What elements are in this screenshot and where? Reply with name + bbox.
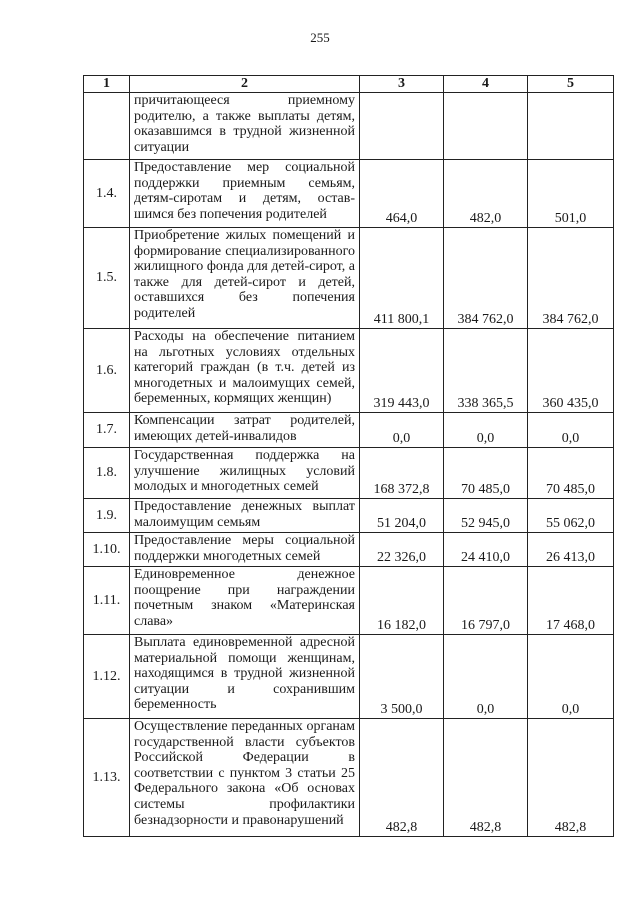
row-value-col5: 17 468,0 [528, 567, 614, 635]
row-value-col4: 0,0 [444, 635, 528, 719]
row-value-col3 [360, 93, 444, 160]
row-value-col5: 26 413,0 [528, 533, 614, 567]
row-description: Компенсации затрат родителей, имеющих детей-инвалидов [130, 413, 360, 448]
row-value-col3: 0,0 [360, 413, 444, 448]
budget-table [83, 75, 614, 837]
row-description: Выплата единовременной адресной материальной помощи женщинам, находящимся в трудной жизненной ситуации и сохранившим беременность [130, 635, 360, 719]
row-value-col3: 411 800,1 [360, 228, 444, 329]
row-value-col4 [444, 93, 528, 160]
table-header-row [84, 76, 614, 93]
row-value-col4: 52 945,0 [444, 499, 528, 533]
row-value-col4: 482,8 [444, 719, 528, 837]
row-number: 1.11. [84, 567, 130, 635]
row-value-col4: 384 762,0 [444, 228, 528, 329]
row-number [84, 93, 130, 160]
column-header-1: 1 [84, 76, 130, 93]
row-description: Единовременное денежное поощрение при награждении почетным знаком «Материнская слава» [130, 567, 360, 635]
row-value-col3: 51 204,0 [360, 499, 444, 533]
row-description: Предоставление мер социальной поддержки приемным семьям, детям-сиротам и детям, остав-шимся без попечения родителей [130, 160, 360, 228]
row-value-col4: 482,0 [444, 160, 528, 228]
row-description: Расходы на обеспечение питанием на льготных условиях отдельных категорий граждан (в т.ч. детей из многодетных и малоимущих семей, беременных, кормящих женщин) [130, 329, 360, 413]
row-value-col5: 0,0 [528, 413, 614, 448]
row-number: 1.10. [84, 533, 130, 567]
row-number: 1.8. [84, 448, 130, 499]
row-number: 1.4. [84, 160, 130, 228]
row-description: Осуществление переданных органам государственной власти субъектов Российской Федерации в соответствии с пунктом 3 статьи 25 Федерального закона «Об основах системы профилактики безнадзорности и правонарушений [130, 719, 360, 837]
row-value-col3: 168 372,8 [360, 448, 444, 499]
row-value-col4: 24 410,0 [444, 533, 528, 567]
row-value-col5: 482,8 [528, 719, 614, 837]
row-value-col5: 70 485,0 [528, 448, 614, 499]
row-value-col4: 16 797,0 [444, 567, 528, 635]
row-number: 1.6. [84, 329, 130, 413]
row-value-col3: 482,8 [360, 719, 444, 837]
table-row [84, 567, 614, 635]
row-description: Предоставление меры социальной поддержки многодетных семей [130, 533, 360, 567]
row-number: 1.12. [84, 635, 130, 719]
row-value-col4: 338 365,5 [444, 329, 528, 413]
row-value-col3: 319 443,0 [360, 329, 444, 413]
row-number: 1.7. [84, 413, 130, 448]
row-number: 1.5. [84, 228, 130, 329]
row-value-col3: 16 182,0 [360, 567, 444, 635]
table-row [84, 635, 614, 719]
row-value-col5 [528, 93, 614, 160]
column-header-2: 2 [130, 76, 360, 93]
row-description: Приобретение жилых помещений и формирование специализированного жилищного фонда для детей-сирот, а также для детей-сирот и детей, оставшихся без попечения родителей [130, 228, 360, 329]
page-number: 255 [310, 30, 330, 45]
row-number: 1.9. [84, 499, 130, 533]
row-value-col4: 70 485,0 [444, 448, 528, 499]
table-row [84, 228, 614, 329]
row-value-col5: 55 062,0 [528, 499, 614, 533]
row-value-col5: 0,0 [528, 635, 614, 719]
column-header-4: 4 [444, 76, 528, 93]
row-value-col3: 3 500,0 [360, 635, 444, 719]
table-row [84, 499, 614, 533]
table-row [84, 719, 614, 837]
row-value-col3: 22 326,0 [360, 533, 444, 567]
table-row [84, 160, 614, 228]
column-header-3: 3 [360, 76, 444, 93]
row-value-col5: 501,0 [528, 160, 614, 228]
row-description: Государственная поддержка на улучшение жилищных условий молодых и многодетных семей [130, 448, 360, 499]
row-value-col4: 0,0 [444, 413, 528, 448]
row-value-col5: 360 435,0 [528, 329, 614, 413]
table-row [84, 413, 614, 448]
table-row [84, 329, 614, 413]
row-value-col5: 384 762,0 [528, 228, 614, 329]
row-description: Предоставление денежных выплат малоимущим семьям [130, 499, 360, 533]
row-number: 1.13. [84, 719, 130, 837]
row-description: причитающееся приемному родителю, а также выплаты детям, оказавшимся в трудной жизненной ситуации [130, 93, 360, 160]
table-row [84, 93, 614, 160]
table-row [84, 448, 614, 499]
table-row [84, 533, 614, 567]
column-header-5: 5 [528, 76, 614, 93]
row-value-col3: 464,0 [360, 160, 444, 228]
